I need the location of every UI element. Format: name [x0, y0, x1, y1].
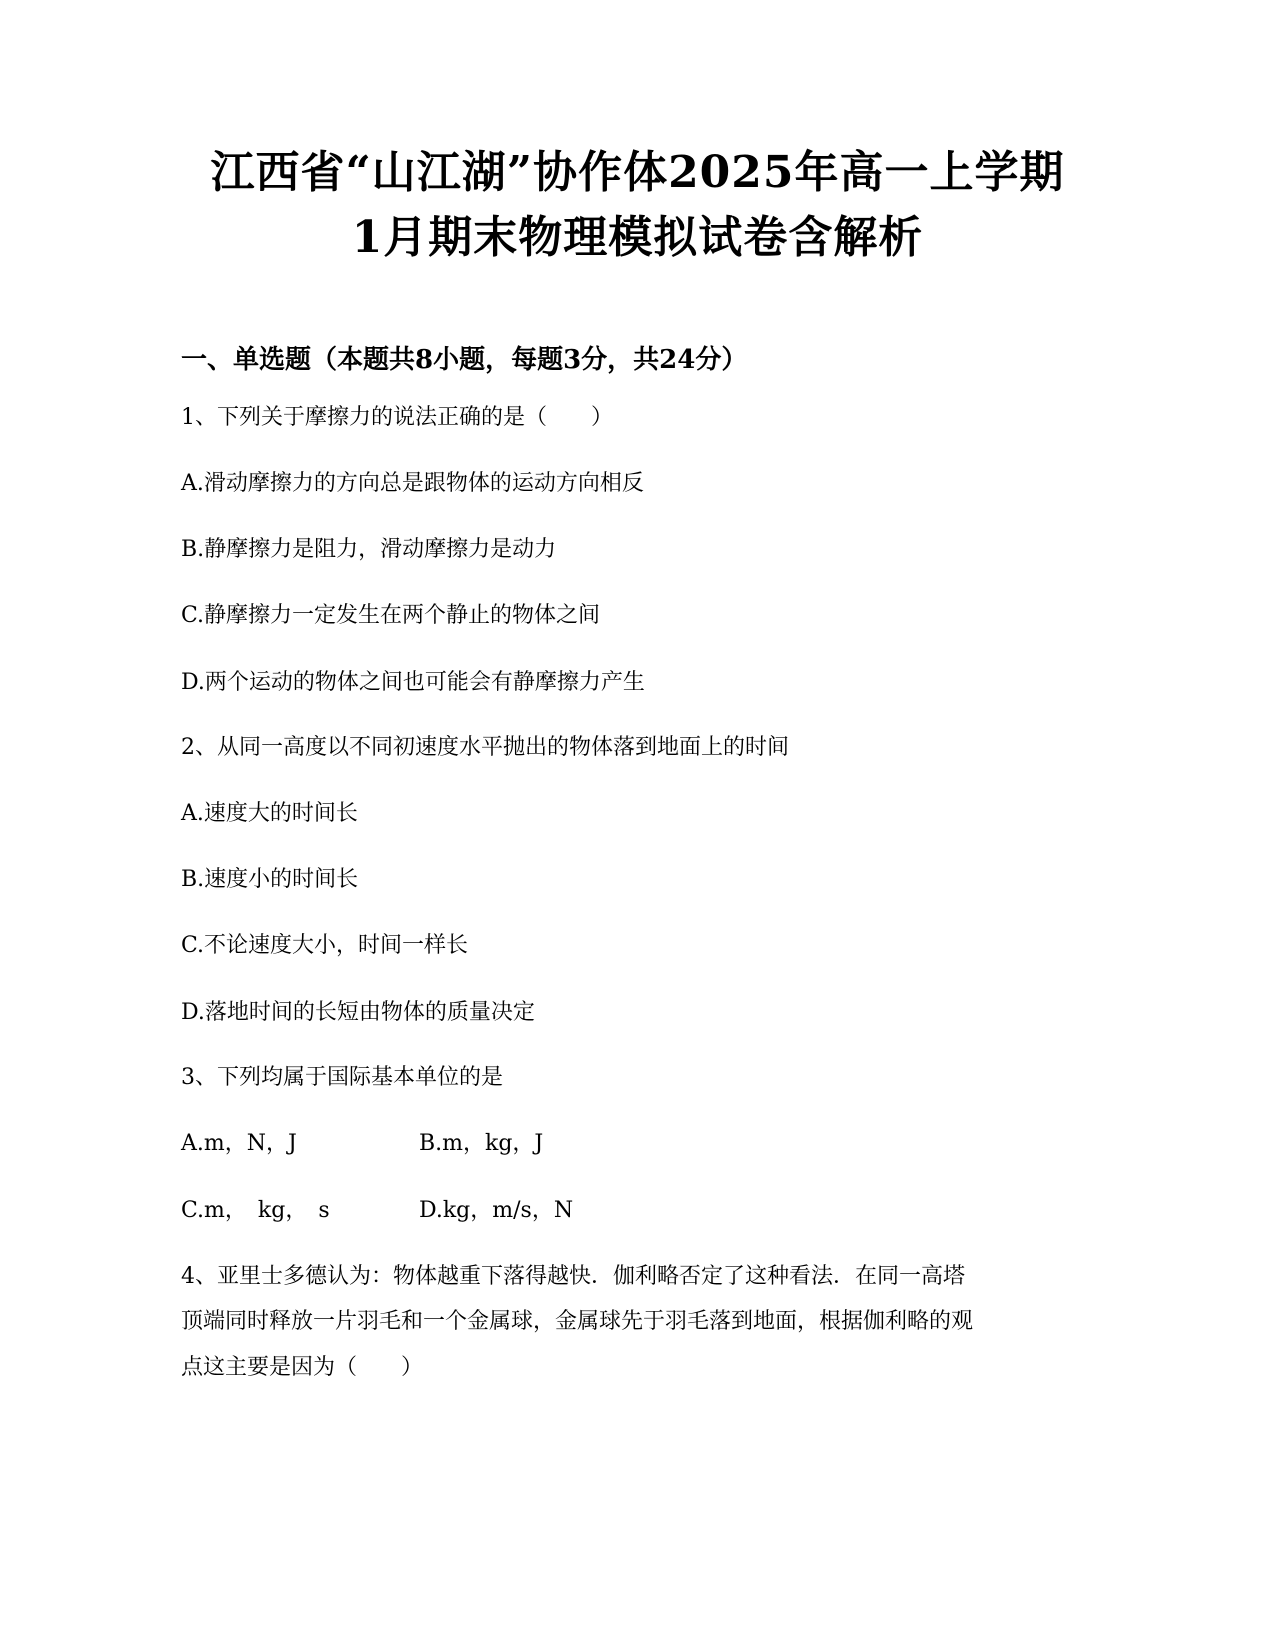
- question-3-option-b: B.m，kg，J: [419, 1131, 544, 1156]
- question-3-stem: 3、下列均属于国际基本单位的是: [181, 1065, 503, 1090]
- question-3-option-c: C.m， kg， s: [181, 1198, 330, 1223]
- question-2-option-a: A.速度大的时间长: [181, 801, 358, 826]
- question-2-option-b: B.速度小的时间长: [181, 867, 359, 892]
- question-2-stem: 2、从同一高度以不同初速度水平抛出的物体落到地面上的时间: [181, 735, 789, 760]
- question-4-line-3: 点这主要是因为（ ）: [181, 1355, 424, 1380]
- question-3-option-d: D.kg，m/s，N: [419, 1198, 574, 1223]
- question-1-option-a: A.滑动摩擦力的方向总是跟物体的运动方向相反: [181, 471, 644, 496]
- question-1-stem: 1、下列关于摩擦力的说法正确的是（ ）: [181, 405, 613, 430]
- section-heading: 一、单选题（本题共8小题，每题3分，共24分）: [181, 345, 748, 375]
- question-2-option-d: D.落地时间的长短由物体的质量决定: [181, 1000, 535, 1025]
- question-2-option-c: C.不论速度大小，时间一样长: [181, 933, 469, 958]
- question-1-option-d: D.两个运动的物体之间也可能会有静摩擦力产生: [181, 670, 645, 695]
- document-title-line-1: 江西省“山江湖”协作体2025年高一上学期: [210, 147, 1065, 198]
- question-3-option-a: A.m，N，J: [181, 1131, 297, 1156]
- document-title-line-2: 1月期末物理模拟试卷含解析: [351, 212, 924, 263]
- question-4-line-1: 4、亚里士多德认为：物体越重下落得越快．伽利略否定了这种看法．在同一高塔: [181, 1264, 965, 1289]
- question-1-option-b: B.静摩擦力是阻力，滑动摩擦力是动力: [181, 537, 557, 562]
- question-1-option-c: C.静摩擦力一定发生在两个静止的物体之间: [181, 603, 601, 628]
- question-4-line-2: 顶端同时释放一片羽毛和一个金属球，金属球先于羽毛落到地面，根据伽利略的观: [181, 1309, 974, 1334]
